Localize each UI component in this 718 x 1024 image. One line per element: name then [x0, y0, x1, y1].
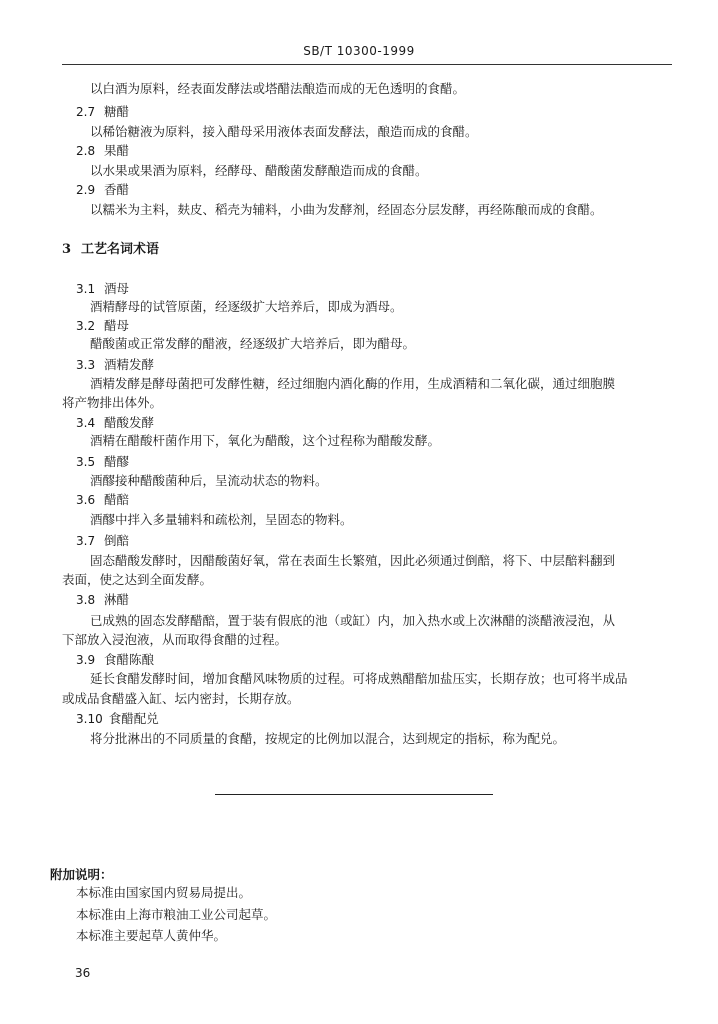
term-3-8-desc-line-2: 下部放入浸泡液，从而取得食醋的过程。 [62, 632, 288, 647]
term-number: 3.6 [76, 493, 96, 507]
term-number: 3.5 [76, 455, 96, 469]
term-title: 醋醅 [104, 492, 130, 507]
term-3-3-desc-line-1: 酒精发酵是酵母菌把可发酵性糖，经过细胞内酒化酶的作用，生成酒精和二氧化碳，通过细胞膜 [90, 376, 616, 391]
term-3-7-heading [62, 532, 686, 550]
definition-2-9-heading [62, 181, 686, 199]
term-title: 倒醅 [104, 533, 130, 548]
term-title: 醋酸发酵 [104, 415, 155, 430]
definition-2-9-desc: 以糯米为主料，麸皮、稻壳为辅料，小曲为发酵剂，经固态分层发酵，再经陈酿而成的食醋。 [90, 202, 603, 217]
term-title: 食醋陈酿 [104, 652, 155, 667]
term-3-9-desc-line-2: 或成品食醋盛入缸、坛内密封，长期存放。 [62, 691, 300, 706]
definition-2-8-desc: 以水果或果酒为原料，经酵母、醋酸菌发酵酿造而成的食醋。 [90, 163, 428, 178]
term-title: 淋醋 [104, 592, 130, 607]
section-number: 3 [62, 242, 72, 257]
section-3-heading [62, 241, 672, 259]
definition-2-8-heading [62, 142, 686, 160]
term-number: 3.9 [76, 653, 96, 667]
term-3-4-desc: 酒精在醋酸杆菌作用下，氧化为醋酸，这个过程称为醋酸发酵。 [90, 433, 441, 448]
term-3-8-desc-line-1: 已成熟的固态发酵醋醅，置于装有假底的池（或缸）内，加入热水或上次淋醋的淡醋液浸泡，从 [90, 613, 616, 628]
term-3-5-heading [62, 453, 686, 471]
term-3-3-desc-line-2: 将产物排出体外。 [62, 395, 163, 410]
definition-number: 2.7 [76, 105, 96, 119]
term-3-6-desc: 酒醪中拌入多量辅料和疏松剂，呈固态的物料。 [90, 512, 353, 527]
term-3-7-desc-line-2: 表面，使之达到全面发酵。 [62, 572, 213, 587]
definition-term: 果醋 [104, 143, 130, 158]
term-3-8-heading [62, 591, 686, 609]
term-title: 醋醪 [104, 454, 130, 469]
term-number: 3.2 [76, 319, 96, 333]
term-3-2-desc: 醋酸菌或正常发酵的醋液，经逐级扩大培养后，即为醋母。 [90, 336, 416, 351]
term-number: 3.1 [76, 282, 96, 296]
intro-text: 以白酒为原料，经表面发酵法或塔醋法酿造而成的无色透明的食醋。 [90, 81, 466, 96]
additional-note-line: 本标准由国家国内贸易局提出。 [76, 885, 252, 900]
term-3-1-desc: 酒精酵母的试管原菌，经逐级扩大培养后，即成为酒母。 [90, 299, 403, 314]
term-3-9-desc-line-1: 延长食醋发酵时间，增加食醋风味物质的过程。可将成熟醋醅加盐压实，长期存放；也可将半成品 [90, 671, 628, 686]
term-3-7-desc-line-1: 固态醋酸发酵时，因醋酸菌好氧，常在表面生长繁殖，因此必须通过倒醅，将下、中层醅料翻到 [90, 553, 616, 568]
standard-code: SB/T 10300-1999 [303, 44, 415, 58]
term-3-6-heading [62, 491, 686, 509]
term-3-10-desc: 将分批淋出的不同质量的食醋，按规定的比例加以混合，达到规定的指标，称为配兑。 [90, 731, 566, 746]
definition-number: 2.8 [76, 144, 96, 158]
end-rule [215, 794, 493, 795]
header-rule [62, 64, 672, 65]
additional-notes-title: 附加说明： [50, 867, 113, 882]
additional-note-line: 本标准主要起草人黄仲华。 [76, 928, 227, 943]
definition-2-7-desc: 以稀饴糖液为原料，接入醋母采用液体表面发酵法，酿造而成的食醋。 [90, 124, 478, 139]
term-number: 3.10 [76, 712, 103, 726]
term-number: 3.3 [76, 358, 96, 372]
section-title: 工艺名词术语 [81, 242, 160, 257]
definition-number: 2.9 [76, 183, 96, 197]
term-title: 酒精发酵 [104, 357, 155, 372]
term-3-10-heading [62, 710, 686, 728]
page-number: 36 [75, 966, 91, 980]
term-3-3-heading [62, 356, 686, 374]
term-3-2-heading [62, 317, 686, 335]
term-title: 醋母 [104, 318, 130, 333]
term-title: 酒母 [104, 281, 130, 296]
definition-2-7-heading [62, 103, 686, 121]
definition-term: 香醋 [104, 182, 130, 197]
term-3-4-heading [62, 414, 686, 432]
term-number: 3.7 [76, 534, 96, 548]
term-number: 3.8 [76, 593, 96, 607]
definition-term: 糖醋 [104, 104, 130, 119]
term-number: 3.4 [76, 416, 96, 430]
additional-note-line: 本标准由上海市粮油工业公司起草。 [76, 907, 277, 922]
term-3-1-heading [62, 280, 686, 298]
term-3-5-desc: 酒醪接种醋酸菌种后，呈流动状态的物料。 [90, 473, 328, 488]
term-3-9-heading [62, 651, 686, 669]
term-title: 食醋配兑 [108, 711, 159, 726]
